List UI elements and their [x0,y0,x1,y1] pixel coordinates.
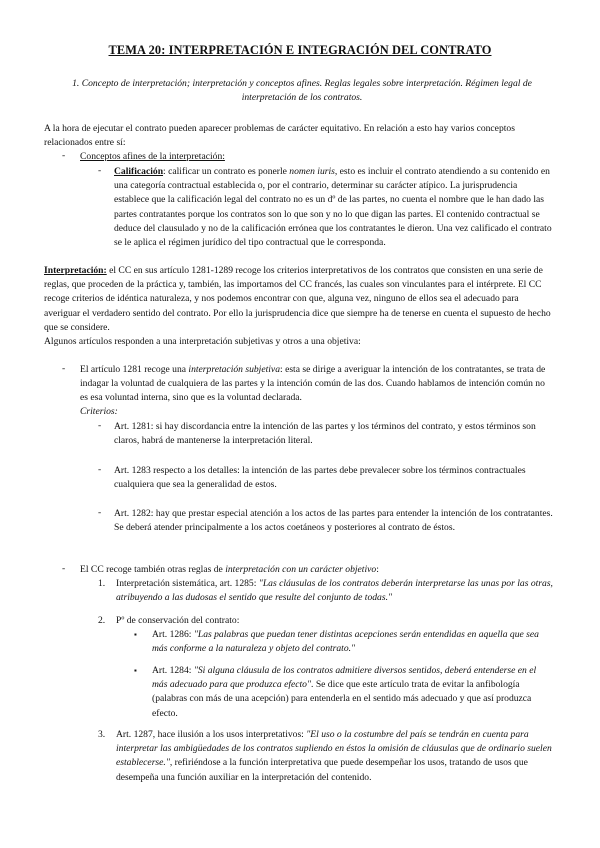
art1286-label: Art. 1286: [152,629,194,640]
art1286-item [152,628,554,656]
objetivo-text-2: : [376,564,379,575]
num-item-1-text: Interpretación sistemática, art. 1285: [116,578,259,589]
dash-marker: - [62,150,66,161]
num-item-1 [116,577,554,605]
art1284-label: Art. 1284: [152,665,194,676]
criterio-item: Art. 1282: hay que prestar especial atención a los actos de las partes para entender la intención de los contratantes. Se deberá atender principalmente a los actos coetáneos y posteriores al contrato de éstos. [114,508,553,534]
afines-heading: Conceptos afines de la interpretación: [80,151,225,162]
calificacion-text: : calificar un contrato es ponerle [163,166,290,177]
art1285-quote: "Las cláusulas de los contratos deberán interpretarse las unas por las otras, atribuyendo a las dudosas el sentido que resulte del conjunto de todas." [116,578,553,604]
criterios-text: Criterios: [80,406,118,417]
art1281-text-2: : esta se dirige a averiguar la intención de los contratantes, se trata de indagar la voluntad de cualquiera de las partes y la intención común de las dos. Cuando hablamos de intención común no es esa voluntad interna, sino que es la voluntad declarada. [80,364,546,404]
list-number: 3. [98,729,106,740]
objetivo-paragraph [80,563,552,577]
dash-marker: - [98,420,102,431]
dash-marker: - [62,563,66,574]
list-number: 2. [98,615,106,626]
dash-marker: - [62,363,66,374]
art1284-item [152,664,554,721]
page-title: TEMA 20: INTERPRETACIÓN E INTEGRACIÓN DEL CONTRATO [108,43,492,57]
dash-marker: - [98,507,102,518]
criterios-label [80,405,552,419]
nomen-iuris: nomen iuris [289,166,335,177]
criterio-item: Art. 1281: si hay discordancia entre la intención de las partes y los términos del contrato, y estos términos son claros, habrá de mantenerse la interpretación literal. [114,421,536,447]
num-item-3-text-2: , refiriéndose a la función interpretativa que puede desempeñar los usos, tratando de usos que desempeña una función auxiliar en la interpretación del contenido. [116,757,528,783]
dash-marker: - [98,464,102,475]
objetivo-text: El CC recoge también otras reglas de [80,564,226,575]
interpretacion-subjetiva: interpretación subjetiva [188,364,280,375]
interpretacion-objetiva: interpretación con un carácter objetivo [225,564,377,575]
dash-marker: - [98,165,102,176]
num-item-3 [116,728,554,785]
section-subtitle: 1. Concepto de interpretación; interpretación y conceptos afines. Reglas legales sobre interpretación. Régimen legal de interpretación de los contratos. [72,78,532,103]
art1286-quote: "Las palabras que puedan tener distintas acepciones serán entendidas en aquella que sea más conforme a la naturaleza y objeto del contrato." [152,629,539,655]
calificacion-paragraph [114,165,554,250]
art1287-quote: "El uso o la costumbre del país se tendrán en cuenta para interpretar las ambigüedades de los contratos supliendo en éstos la omisión de cláusulas que de ordinario suelen establecerse." [116,729,552,769]
intro-paragraph: A la hora de ejecutar el contrato pueden aparecer problemas de carácter equitativo. En relación a esto hay varios conceptos relacionados entre sí: [44,123,515,149]
square-bullet: ▪ [134,630,137,639]
criterio-item: Art. 1283 respecto a los detalles: la intención de las partes debe prevalecer sobre los términos contractuales cualquiera que sea la generalidad de estos. [114,465,526,491]
art1284-text: . Se dice que este artículo trata de evitar la anfibología (palabras con más de una acepción) para entenderla en el sentido más adecuado y que así produzca efecto. [152,679,532,719]
art1284-quote: "Si alguna cláusula de los contratos admitiere diversos sentidos, deberá entenderse en el más adecuado para que produzca efecto" [152,665,537,691]
interpretacion-term: Interpretación: [44,265,107,276]
interpretacion-line2: Algunos artículos responden a una interpretación subjetivas y otros a una objetiva: [44,336,361,347]
square-bullet: ▪ [134,666,137,675]
interpretacion-paragraph [44,264,554,335]
interpretacion-text: el CC en sus artículo 1281-1289 recoge los criterios interpretativos de los contratos que consisten en una serie de reglas, que proceden de la práctica y, también, las importamos del CC francés, las cuales son vinculantes para el intérprete. El CC recoge criterios de idéntica naturaleza, y nos podemos encontrar con que, alguna vez, ninguno de ellos sea el adecuado para averiguar el verdadero sentido del contrato. Por ello la jurisprudencia dice que siempre ha de tenerse en cuenta el supuesto de hecho que se considere. [44,265,551,333]
num-item-3-text: Art. 1287, hace ilusión a los usos interpretativos: [116,729,307,740]
num-item-2: Pº de conservación del contrato: [116,615,240,626]
art1281-paragraph [80,363,552,406]
calificacion-text-2: , esto es incluir el contrato atendiendo a su contenido en una categoría contractual establecida o, por el contrario, determinar su carácter atípico. La jurisprudencia establece que la calificación legal del contrato no es un dº de las partes, no cuenta el nombre que le han dado las partes contratantes porque los contratos son lo que son y no lo que digan las partes. El contenido contractual se deduce del clausulado y no de la calificación errónea que los contratantes le dieron. Una vez calificado el contrato se le aplica el régimen jurídico del tipo contractual que le corresponda. [114,166,552,249]
calificacion-term: Calificación [114,166,164,177]
list-number: 1. [98,578,106,589]
art1281-text: El artículo 1281 recoge una [80,364,189,375]
